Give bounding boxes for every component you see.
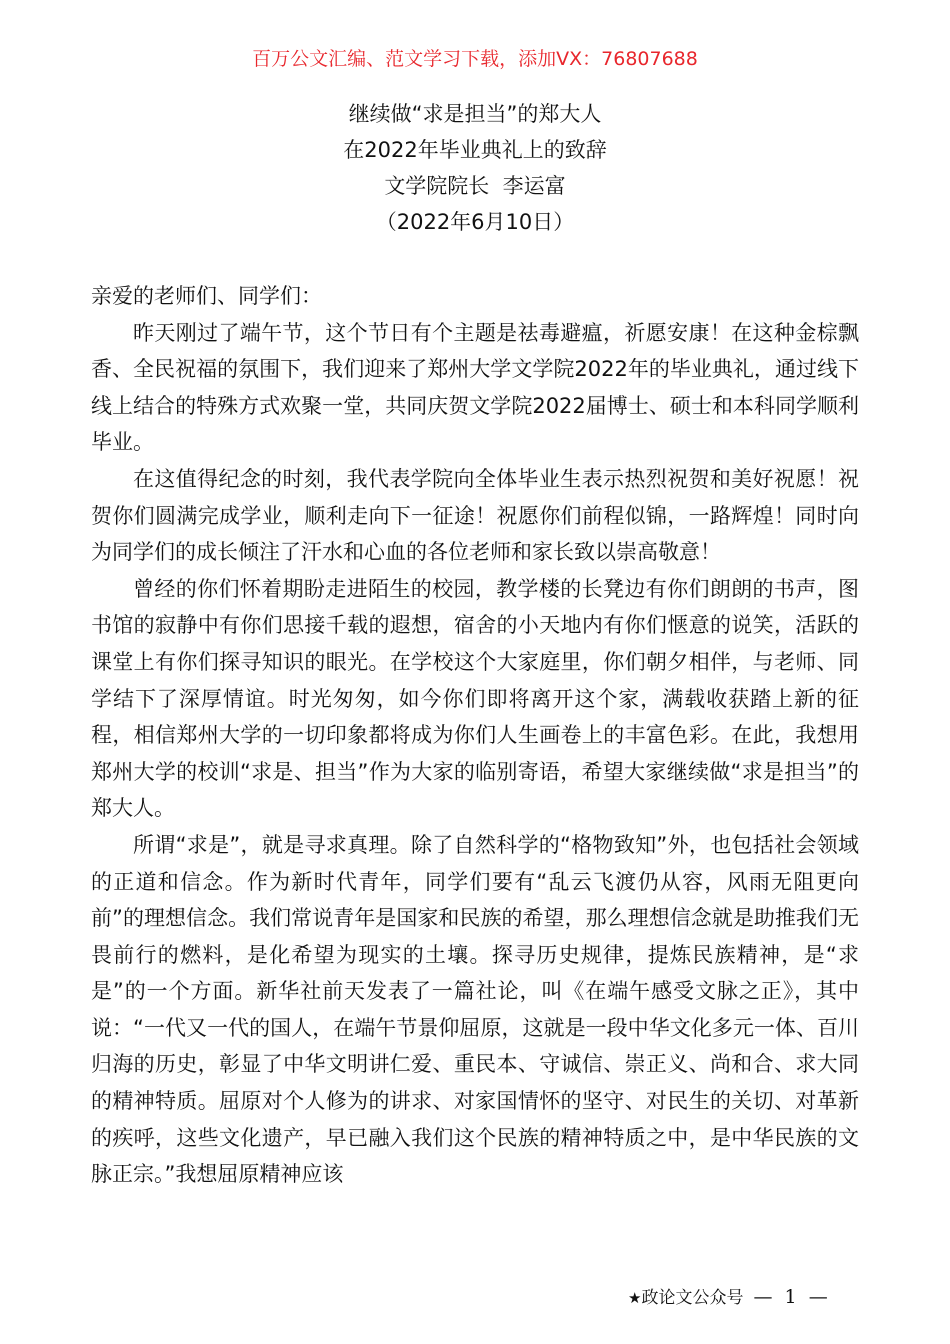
footer-label: 政论文公众号 <box>641 1288 744 1308</box>
author-line: 文学院院长 李运富 <box>384 174 566 198</box>
title-block <box>0 96 950 240</box>
document-subtitle: 在2022年毕业典礼上的致辞 <box>343 138 607 162</box>
page-number <box>753 1286 827 1308</box>
paragraph-2: 在这值得纪念的时刻，我代表学院向全体毕业生表示热烈祝贺和美好祝愿！祝贺你们圆满完成学业，顺利走向下一征途！祝愿你们前程似锦，一路辉煌！同时向为同学们的成长倾注了汗水和心血的各位老师和家长致以崇高敬意！ <box>91 466 859 565</box>
page-dash-left: — <box>753 1286 773 1308</box>
paragraph-3: 曾经的你们怀着期盼走进陌生的校园，教学楼的长凳边有你们朗朗的书声，图书馆的寂静中有你们思接千载的遐想，宿舍的小天地内有你们惬意的说笑，活跃的课堂上有你们探寻知识的眼光。在学校这个大家庭里，你们朝夕相伴，与老师、同学结下了深厚情谊。时光匆匆，如今你们即将离开这个家，满载收获踏上新的征程，相信郑州大学的一切印象都将成为你们人生画卷上的丰富色彩。在此，我想用郑州大学的校训“求是、担当”作为大家的临别寄语，希望大家继续做“求是担当”的郑大人。 <box>91 576 859 821</box>
paragraph-4: 所谓“求是”，就是寻求真理。除了自然科学的“格物致知”外，也包括社会领域的正道和信念。作为新时代青年，同学们要有“乱云飞渡仍从容，风雨无阻更向前”的理想信念。我们常说青年是国家和民族的希望，那么理想信念就是助推我们无畏前行的燃料，是化希望为现实的土壤。探寻历史规律，提炼民族精神，是“求是”的一个方面。新华社前天发表了一篇社论，叫《在端午感受文脉之正》，其中说：“一代又一代的国人，在端午节景仰屈原，这就是一段中华文化多元一体、百川归海的历史，彰显了中华文明讲仁爱、重民本、守诚信、崇正义、尚和合、求大同的精神特质。屈原对个人修为的讲求、对家国情怀的坚守、对民生的关切、对革新的疾呼，这些文化遗产，早已融入我们这个民族的精神特质之中，是中华民族的文脉正宗。”我想屈原精神应该 <box>91 832 859 1187</box>
star-icon: ★ <box>628 1289 642 1307</box>
watermark-banner: 百万公文汇编、范文学习下载，添加VX：76807688 <box>252 48 698 70</box>
document-title: 继续做“求是担当”的郑大人 <box>348 102 602 126</box>
salutation: 亲爱的老师们、同学们： <box>91 284 322 308</box>
page-footer <box>628 1283 828 1308</box>
page-number-value: 1 <box>784 1286 797 1308</box>
document-body <box>91 278 859 1193</box>
date-line: （2022年6月10日） <box>375 210 575 234</box>
paragraph-1: 昨天刚过了端午节，这个节日有个主题是祛毒避瘟，祈愿安康！在这种金棕飘香、全民祝福的氛围下，我们迎来了郑州大学文学院2022年的毕业典礼，通过线下线上结合的特殊方式欢聚一堂，共同庆贺文学院2022届博士、硕士和本科同学顺利毕业。 <box>91 320 859 455</box>
page-dash-right: — <box>808 1286 828 1308</box>
